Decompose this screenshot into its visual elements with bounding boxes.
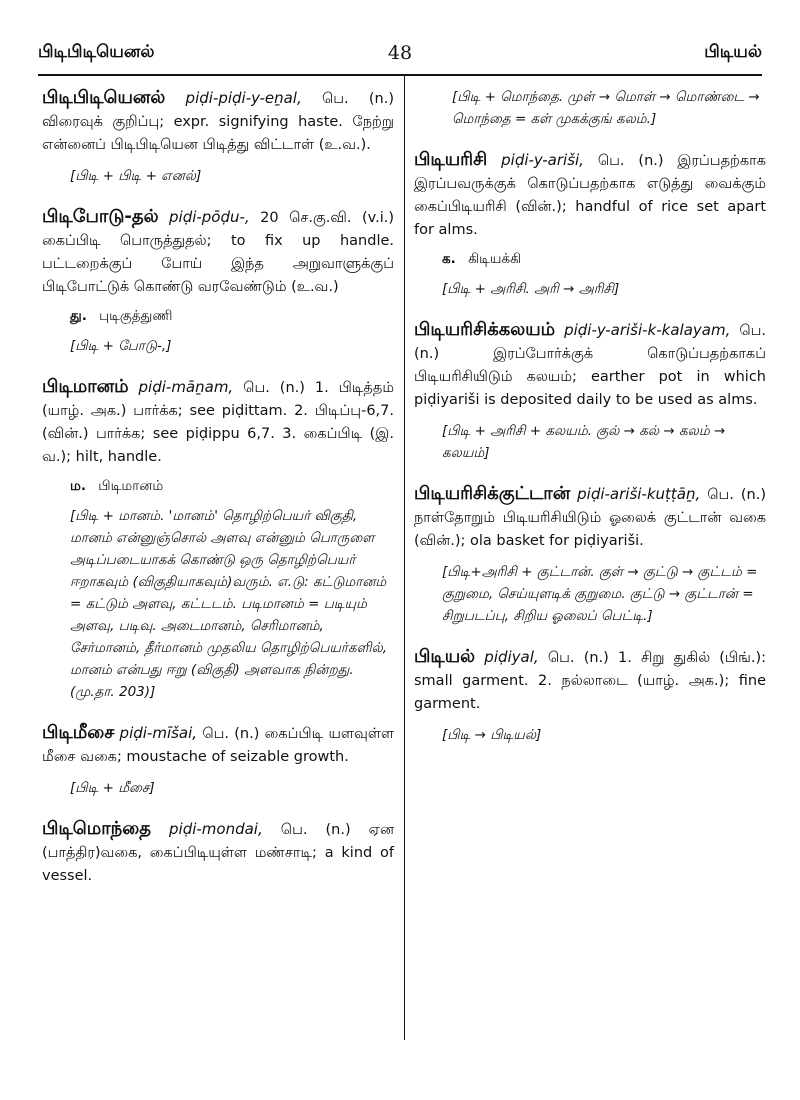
header-rule xyxy=(38,74,762,76)
entry-transliteration: piḍi-y-ariši-k-kalayam, xyxy=(564,321,731,339)
dictionary-entry xyxy=(414,318,766,464)
entry-transliteration: piḍi-māṉam, xyxy=(138,378,234,396)
cognate-word: கிடியக்கி xyxy=(468,251,522,267)
entry-headword: பிடிமீசை xyxy=(42,722,115,743)
dictionary-entry xyxy=(414,645,766,746)
entry-headword: பிடிமொந்தை xyxy=(42,818,151,839)
entry-definition: பெ. (n.) நாள்தோறும் பிடியரிசியிடும் ஓலைக் குட்டான் வகை (வின்.); ola basket for piḍiyariši. xyxy=(414,487,766,549)
entry-headword: பிடிபிடியெனல் xyxy=(42,87,166,108)
entry-transliteration: piḍi-ariši-kuṭṭāṉ, xyxy=(577,485,701,503)
entry-definition: பெ. (n.) 1. சிறு துகில் (பிங்.): small garment. 2. நல்லாடை (யாழ். அக.); fine garment. xyxy=(414,650,767,712)
left-column xyxy=(42,86,394,906)
entry-cognate xyxy=(442,248,766,270)
running-head-left: பிடிபிடியெனல் xyxy=(38,42,155,62)
entry-headword: பிடியரிசி xyxy=(414,149,488,170)
dictionary-entry xyxy=(42,721,394,799)
entry-definition: பெ. (n.) இரப்போர்க்குக் கொடுப்பதற்காகப் பிடியரிசியிடும் கலயம்; earther pot in which piḍiyariši is deposited daily to be used as alms. xyxy=(414,323,767,408)
entry-definition: பெ. (n.) விரைவுக் குறிப்பு; expr. signifying haste. நேற்று என்னைப் பிடிபிடியென பிடித்து விட்டாள் (உ.வ.). xyxy=(42,91,394,153)
entry-etymology: [பிடி + மீசை] xyxy=(70,780,155,796)
dictionary-entry xyxy=(414,482,766,627)
entry-etymology: [பிடி + போடு-,] xyxy=(70,338,172,354)
entry-transliteration: piḍi-mondai, xyxy=(169,820,263,838)
entry-etymology: [பிடி + மானம். 'மானம்' தொழிற்பெயர் விகுதி, மானம் என்னுஞ்சொல் அளவு என்னும் பொருளை அடிப்படையாகக் கொண்டு ஒரு தொழிற்பெயர் ஈறாகவும் (விகுதியாகவும்)வரும். எ.டு: கட்டுமானம் = கட்டும் அளவு, கட்டடம். படிமானம் = படியும் அளவு, படிவு. அடைமானம், செரிமானம், சேர்மானம், தீர்மானம் முதலிய தொழிற்பெயர்களில், மானம் என்பது ஈறு (விகுதி) அளவாக நின்றது. (மு.தா. 203)] xyxy=(70,508,388,700)
entry-etymology: [பிடி+அரிசி + குட்டான். குள் → குட்டு → குட்டம் = குறுமை, செய்யுளடிக் குறுமை. குட்டு → குட்டான் = சிறுபடப்பு, சிறிய ஓலைப் பெட்டி.] xyxy=(442,564,758,624)
entry-headword: பிடியரிசிக்குட்டான் xyxy=(414,483,571,504)
right-column xyxy=(414,86,766,764)
column-divider xyxy=(404,76,405,1040)
dictionary-entry xyxy=(42,205,394,357)
entry-definition: பெ. (n.) கைப்பிடி யளவுள்ள மீசை வகை; moustache of seizable growth. xyxy=(42,726,395,765)
entry-etymology: [பிடி + அரிசி. அரி → அரிசி] xyxy=(442,281,620,297)
entry-continuation xyxy=(414,86,766,130)
dictionary-entry xyxy=(414,148,766,300)
entry-headword: பிடியல் xyxy=(414,646,476,667)
entry-etymology: [பிடி + அரிசி + கலயம். குல் → கல் → கலம் → கலயம்] xyxy=(442,423,726,461)
entry-headword: பிடியரிசிக்கலயம் xyxy=(414,319,556,340)
entry-definition: பெ. (n.) ஏன (பாத்திர)வகை, கைப்பிடியுள்ள மண்சாடி; a kind of vessel. xyxy=(42,822,395,884)
dictionary-entry xyxy=(42,86,394,187)
entry-headword: பிடிபோடு-தல் xyxy=(42,206,159,227)
entry-etymology: [பிடி → பிடியல்] xyxy=(442,727,542,743)
page-number: 48 xyxy=(387,42,413,64)
dictionary-entry xyxy=(42,375,394,703)
cognate-language: க. xyxy=(442,251,456,267)
entry-etymology: [பிடி + மொந்தை. முள் → மொள் → மொண்டை → மொந்தை = கள் முகக்குங் கலம்.] xyxy=(452,89,760,127)
entry-definition: பெ. (n.) இரப்பதற்காக இரப்பவருக்குக் கொடுப்பதற்காக எடுத்து வைக்கும் கைப்பிடியரிசி (வின்.); handful of rice set apart for alms. xyxy=(414,153,767,238)
entry-cognate xyxy=(70,305,394,327)
cognate-word: பிடிமானம் xyxy=(98,478,164,494)
dictionary-entry xyxy=(42,817,394,888)
entry-headword: பிடிமானம் xyxy=(42,376,129,397)
entry-transliteration: piḍi-mīšai, xyxy=(119,724,198,742)
entry-cognate xyxy=(70,475,394,497)
entry-definition: 20 செ.கு.வி. (v.i.) கைப்பிடி பொருத்துதல்; to fix up handle. பட்டறைக்குப் போய் இந்த அறுவாளுக்குப் பிடிபோட்டுக் கொண்டு வரவேண்டும் (உ.வ.) xyxy=(42,210,395,295)
entry-definition: பெ. (n.) 1. பிடித்தம் (யாழ். அக.) பார்க்க; see piḍittam. 2. பிடிப்பு-6,7. (வின்.) பார்க்க; see piḍippu 6,7. 3. கைப்பிடி (இ. வ.); hilt, handle. xyxy=(42,380,394,465)
entry-transliteration: piḍi-piḍi-y-eṉal, xyxy=(185,89,302,107)
entry-etymology: [பிடி + பிடி + எனல்] xyxy=(70,168,202,184)
entry-transliteration: piḍi-y-ariši, xyxy=(501,151,584,169)
entry-transliteration: piḍiyal, xyxy=(484,648,539,666)
entry-transliteration: piḍi-pōḍu-, xyxy=(169,208,250,226)
cognate-word: புடிகுத்துணி xyxy=(99,308,173,324)
page-header xyxy=(38,42,762,72)
running-head-right: பிடியல் xyxy=(704,42,762,62)
cognate-language: து. xyxy=(70,308,87,324)
cognate-language: ம. xyxy=(70,478,86,494)
